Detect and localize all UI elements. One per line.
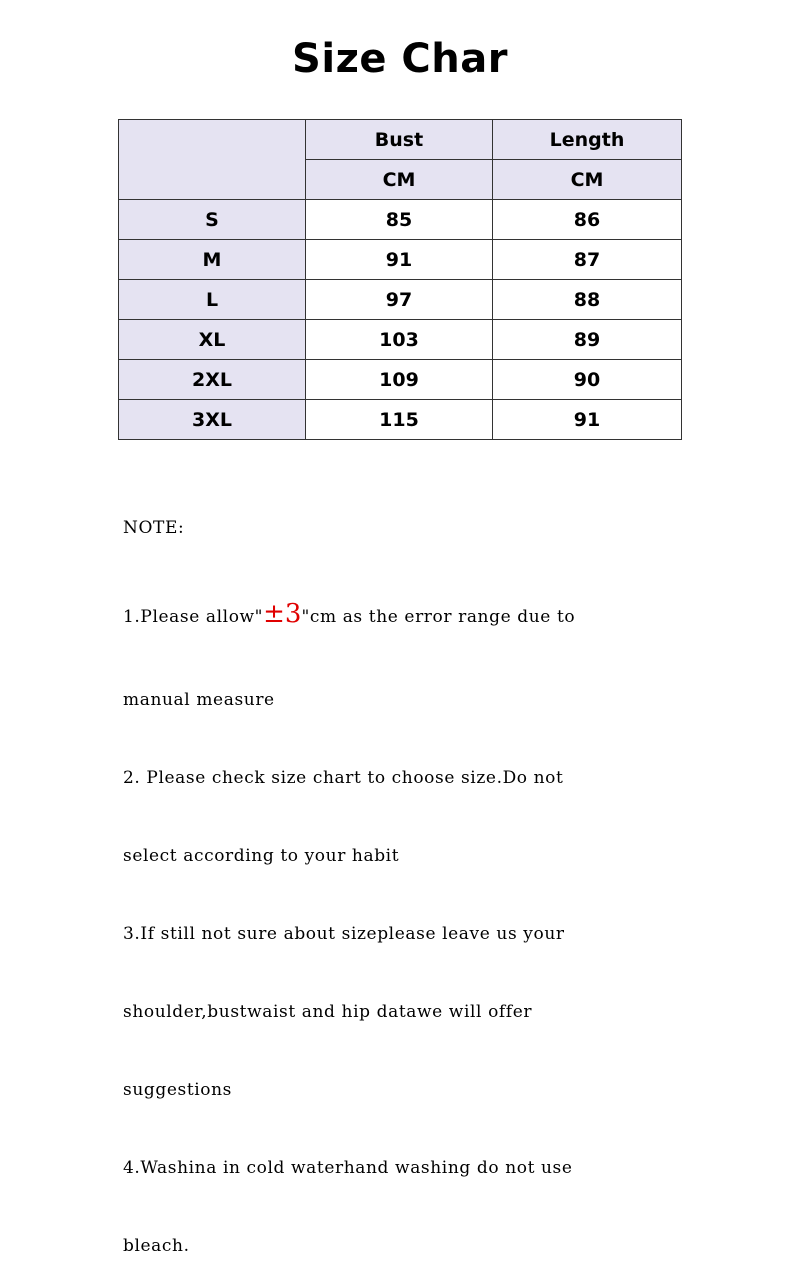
unit-length: CM (493, 160, 682, 200)
note-1-text-end: "cm as the error range due to (301, 607, 576, 627)
size-label: 3XL (119, 400, 306, 440)
table-row (119, 240, 682, 280)
header-corner-cell (119, 120, 306, 200)
table-row (119, 360, 682, 400)
note-1-text-start: 1.Please allow" (123, 607, 264, 627)
note-4-continued: bleach. (123, 1236, 190, 1256)
unit-bust: CM (306, 160, 493, 200)
table-row (119, 320, 682, 360)
bust-value: 85 (306, 200, 493, 240)
length-value: 91 (493, 400, 682, 440)
table-row (119, 280, 682, 320)
size-label: M (119, 240, 306, 280)
bust-value: 103 (306, 320, 493, 360)
table-row (119, 200, 682, 240)
note-3-continued: shoulder,bustwaist and hip datawe will offer (123, 1002, 533, 1022)
note-3: 3.If still not sure about sizeplease leave us your (123, 924, 565, 944)
note-2-continued: select according to your habit (123, 846, 400, 866)
bust-value: 115 (306, 400, 493, 440)
header-length: Length (493, 120, 682, 160)
length-value: 90 (493, 360, 682, 400)
size-label: XL (119, 320, 306, 360)
note-2: 2. Please check size chart to choose size.Do not (123, 768, 564, 788)
note-4: 4.Washina in cold waterhand washing do not use (123, 1158, 573, 1178)
length-value: 87 (493, 240, 682, 280)
table-header-row (119, 120, 682, 160)
note-3-continued-2: suggestions (123, 1080, 232, 1100)
note-1-continued: manual measure (123, 690, 275, 710)
error-range-value: ±3 (263, 599, 302, 629)
length-value: 88 (493, 280, 682, 320)
size-label: L (119, 280, 306, 320)
length-value: 89 (493, 320, 682, 360)
size-label: S (119, 200, 306, 240)
note-1 (123, 601, 723, 635)
page-title: Size Char (292, 36, 508, 82)
note-heading: NOTE: (123, 518, 185, 538)
table-row (119, 400, 682, 440)
length-value: 86 (493, 200, 682, 240)
notes-section (123, 463, 723, 1285)
bust-value: 91 (306, 240, 493, 280)
size-chart-table (118, 119, 682, 440)
size-label: 2XL (119, 360, 306, 400)
bust-value: 109 (306, 360, 493, 400)
bust-value: 97 (306, 280, 493, 320)
header-bust: Bust (306, 120, 493, 160)
